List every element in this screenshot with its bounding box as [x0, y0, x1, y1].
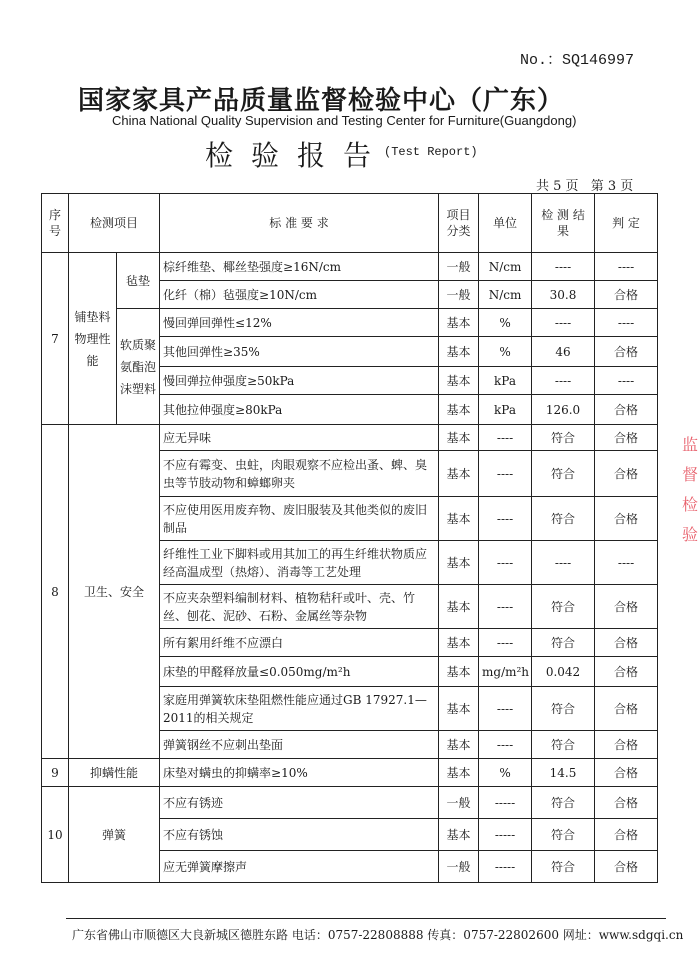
unit: N/cm: [479, 281, 532, 309]
category: 基本: [439, 337, 479, 367]
category: 一般: [439, 281, 479, 309]
requirement: 不应使用医用废弃物、废旧服装及其他类似的废旧制品: [160, 497, 439, 541]
unit: -----: [479, 851, 532, 883]
table-header-row: [42, 194, 658, 253]
report-title-en: (Test Report): [384, 145, 478, 159]
category: 基本: [439, 395, 479, 425]
verdict: 合格: [595, 629, 658, 657]
page-counter: [536, 175, 641, 194]
section-seq: 10: [42, 787, 69, 883]
result: 30.8: [532, 281, 595, 309]
verdict: 合格: [595, 395, 658, 425]
total-pages: 共 5 页: [536, 179, 579, 194]
verdict: 合格: [595, 451, 658, 497]
requirement: 其他拉伸强度≥80kPa: [160, 395, 439, 425]
col-result: 检 测 结 果: [532, 194, 595, 253]
report-title: 检验报告: [205, 139, 390, 172]
unit: N/cm: [479, 253, 532, 281]
result: 符合: [532, 731, 595, 759]
requirement: 不应有锈迹: [160, 787, 439, 819]
verdict: 合格: [595, 787, 658, 819]
unit: ----: [479, 585, 532, 629]
result: 符合: [532, 425, 595, 451]
unit: ----: [479, 425, 532, 451]
table-row: [42, 425, 658, 451]
result: ----: [532, 541, 595, 585]
section-name: 弹簧: [69, 787, 160, 883]
section-seq: 9: [42, 759, 69, 787]
verdict: 合格: [595, 819, 658, 851]
verdict: ----: [595, 309, 658, 337]
section-name: 抑螨性能: [69, 759, 160, 787]
unit: ----: [479, 451, 532, 497]
category: 基本: [439, 731, 479, 759]
category: 基本: [439, 657, 479, 687]
unit: ----: [479, 687, 532, 731]
result: ----: [532, 253, 595, 281]
table-row: [42, 787, 658, 819]
requirement: 不应夹杂塑料编制材料、植物秸秆或叶、壳、竹丝、刨花、泥砂、石粉、金属丝等杂物: [160, 585, 439, 629]
unit: ----: [479, 497, 532, 541]
verdict: 合格: [595, 731, 658, 759]
result: 符合: [532, 787, 595, 819]
unit: ----: [479, 629, 532, 657]
verdict: 合格: [595, 497, 658, 541]
official-seal: 监督检验: [681, 435, 698, 544]
verdict: 合格: [595, 585, 658, 629]
verdict: ----: [595, 541, 658, 585]
result: 符合: [532, 629, 595, 657]
col-standard: 标 准 要 求: [160, 194, 439, 253]
requirement: 不应有霉变、虫蛀，肉眼观察不应检出蚤、蜱、臭虫等节肢动物和蟑螂卵夹: [160, 451, 439, 497]
requirement: 家庭用弹簧软床垫阻燃性能应通过GB 17927.1—2011的相关规定: [160, 687, 439, 731]
unit: ----: [479, 541, 532, 585]
current-page: 第 3 页: [590, 179, 634, 194]
category: 一般: [439, 253, 479, 281]
subsection-name: 毡垫: [117, 253, 160, 309]
verdict: 合格: [595, 851, 658, 883]
result: 0.042: [532, 657, 595, 687]
institution-title-en: China National Quality Supervision and Testing Center for Furniture(Guangdong): [112, 113, 577, 128]
test-results-table: [41, 193, 658, 883]
col-verdict: 判 定: [595, 194, 658, 253]
verdict: 合格: [595, 337, 658, 367]
requirement: 床垫对螨虫的抑螨率≥10%: [160, 759, 439, 787]
requirement: 慢回弹回弹性≤12%: [160, 309, 439, 337]
requirement: 弹簧钢丝不应刺出垫面: [160, 731, 439, 759]
category: 基本: [439, 367, 479, 395]
category: 基本: [439, 497, 479, 541]
result: 符合: [532, 819, 595, 851]
requirement: 棕纤维垫、椰丝垫强度≥16N/cm: [160, 253, 439, 281]
requirement: 纤维性工业下脚料或用其加工的再生纤维状物质应经高温成型（热熔）、消毒等工艺处理: [160, 541, 439, 585]
unit: kPa: [479, 395, 532, 425]
category: 基本: [439, 687, 479, 731]
section-seq: 7: [42, 253, 69, 425]
category: 基本: [439, 309, 479, 337]
verdict: 合格: [595, 425, 658, 451]
verdict: ----: [595, 367, 658, 395]
requirement: 应无异味: [160, 425, 439, 451]
requirement: 所有絮用纤维不应漂白: [160, 629, 439, 657]
requirement: 化纤（棉）毡强度≥10N/cm: [160, 281, 439, 309]
institution-title-cn: 国家家具产品质量监督检验中心（广东）: [78, 86, 565, 116]
requirement: 慢回弹拉伸强度≥50kPa: [160, 367, 439, 395]
requirement: 应无弹簧摩擦声: [160, 851, 439, 883]
category: 基本: [439, 759, 479, 787]
footer-divider: [66, 918, 666, 919]
result: 46: [532, 337, 595, 367]
category: 一般: [439, 787, 479, 819]
result: 符合: [532, 585, 595, 629]
verdict: 合格: [595, 281, 658, 309]
verdict: 合格: [595, 687, 658, 731]
subsection-name: 软质聚氨酯泡沫塑料: [117, 309, 160, 425]
col-seq: 序号: [42, 194, 69, 253]
category: 基本: [439, 451, 479, 497]
verdict: 合格: [595, 657, 658, 687]
unit: %: [479, 337, 532, 367]
category: 一般: [439, 851, 479, 883]
result: 符合: [532, 497, 595, 541]
category: 基本: [439, 585, 479, 629]
result: ----: [532, 309, 595, 337]
result: 符合: [532, 687, 595, 731]
section-name: 卫生、安全: [69, 425, 160, 759]
verdict: ----: [595, 253, 658, 281]
result: 符合: [532, 451, 595, 497]
requirement: 其他回弹性≥35%: [160, 337, 439, 367]
requirement: 床垫的甲醛释放量≤0.050mg/m²h: [160, 657, 439, 687]
col-item: 检测项目: [69, 194, 160, 253]
result: 126.0: [532, 395, 595, 425]
category: 基本: [439, 629, 479, 657]
col-category: 项目分类: [439, 194, 479, 253]
category: 基本: [439, 425, 479, 451]
unit: ----: [479, 731, 532, 759]
unit: kPa: [479, 367, 532, 395]
unit: -----: [479, 787, 532, 819]
result: 14.5: [532, 759, 595, 787]
table-row: [42, 309, 658, 337]
result: ----: [532, 367, 595, 395]
table-row: [42, 253, 658, 281]
section-name: 铺垫料物理性能: [69, 253, 117, 425]
unit: %: [479, 759, 532, 787]
footer-contact: 广东省佛山市顺德区大良新城区德胜东路 电话：0757-22808888 传真：0757-22802600 网址：www.sdgqi.cn: [72, 928, 684, 942]
section-seq: 8: [42, 425, 69, 759]
category: 基本: [439, 819, 479, 851]
report-number: No.：SQ146997: [520, 52, 635, 69]
verdict: 合格: [595, 759, 658, 787]
col-unit: 单位: [479, 194, 532, 253]
category: 基本: [439, 541, 479, 585]
unit: %: [479, 309, 532, 337]
unit: -----: [479, 819, 532, 851]
requirement: 不应有锈蚀: [160, 819, 439, 851]
unit: mg/m²h: [479, 657, 532, 687]
result: 符合: [532, 851, 595, 883]
table-row: [42, 759, 658, 787]
